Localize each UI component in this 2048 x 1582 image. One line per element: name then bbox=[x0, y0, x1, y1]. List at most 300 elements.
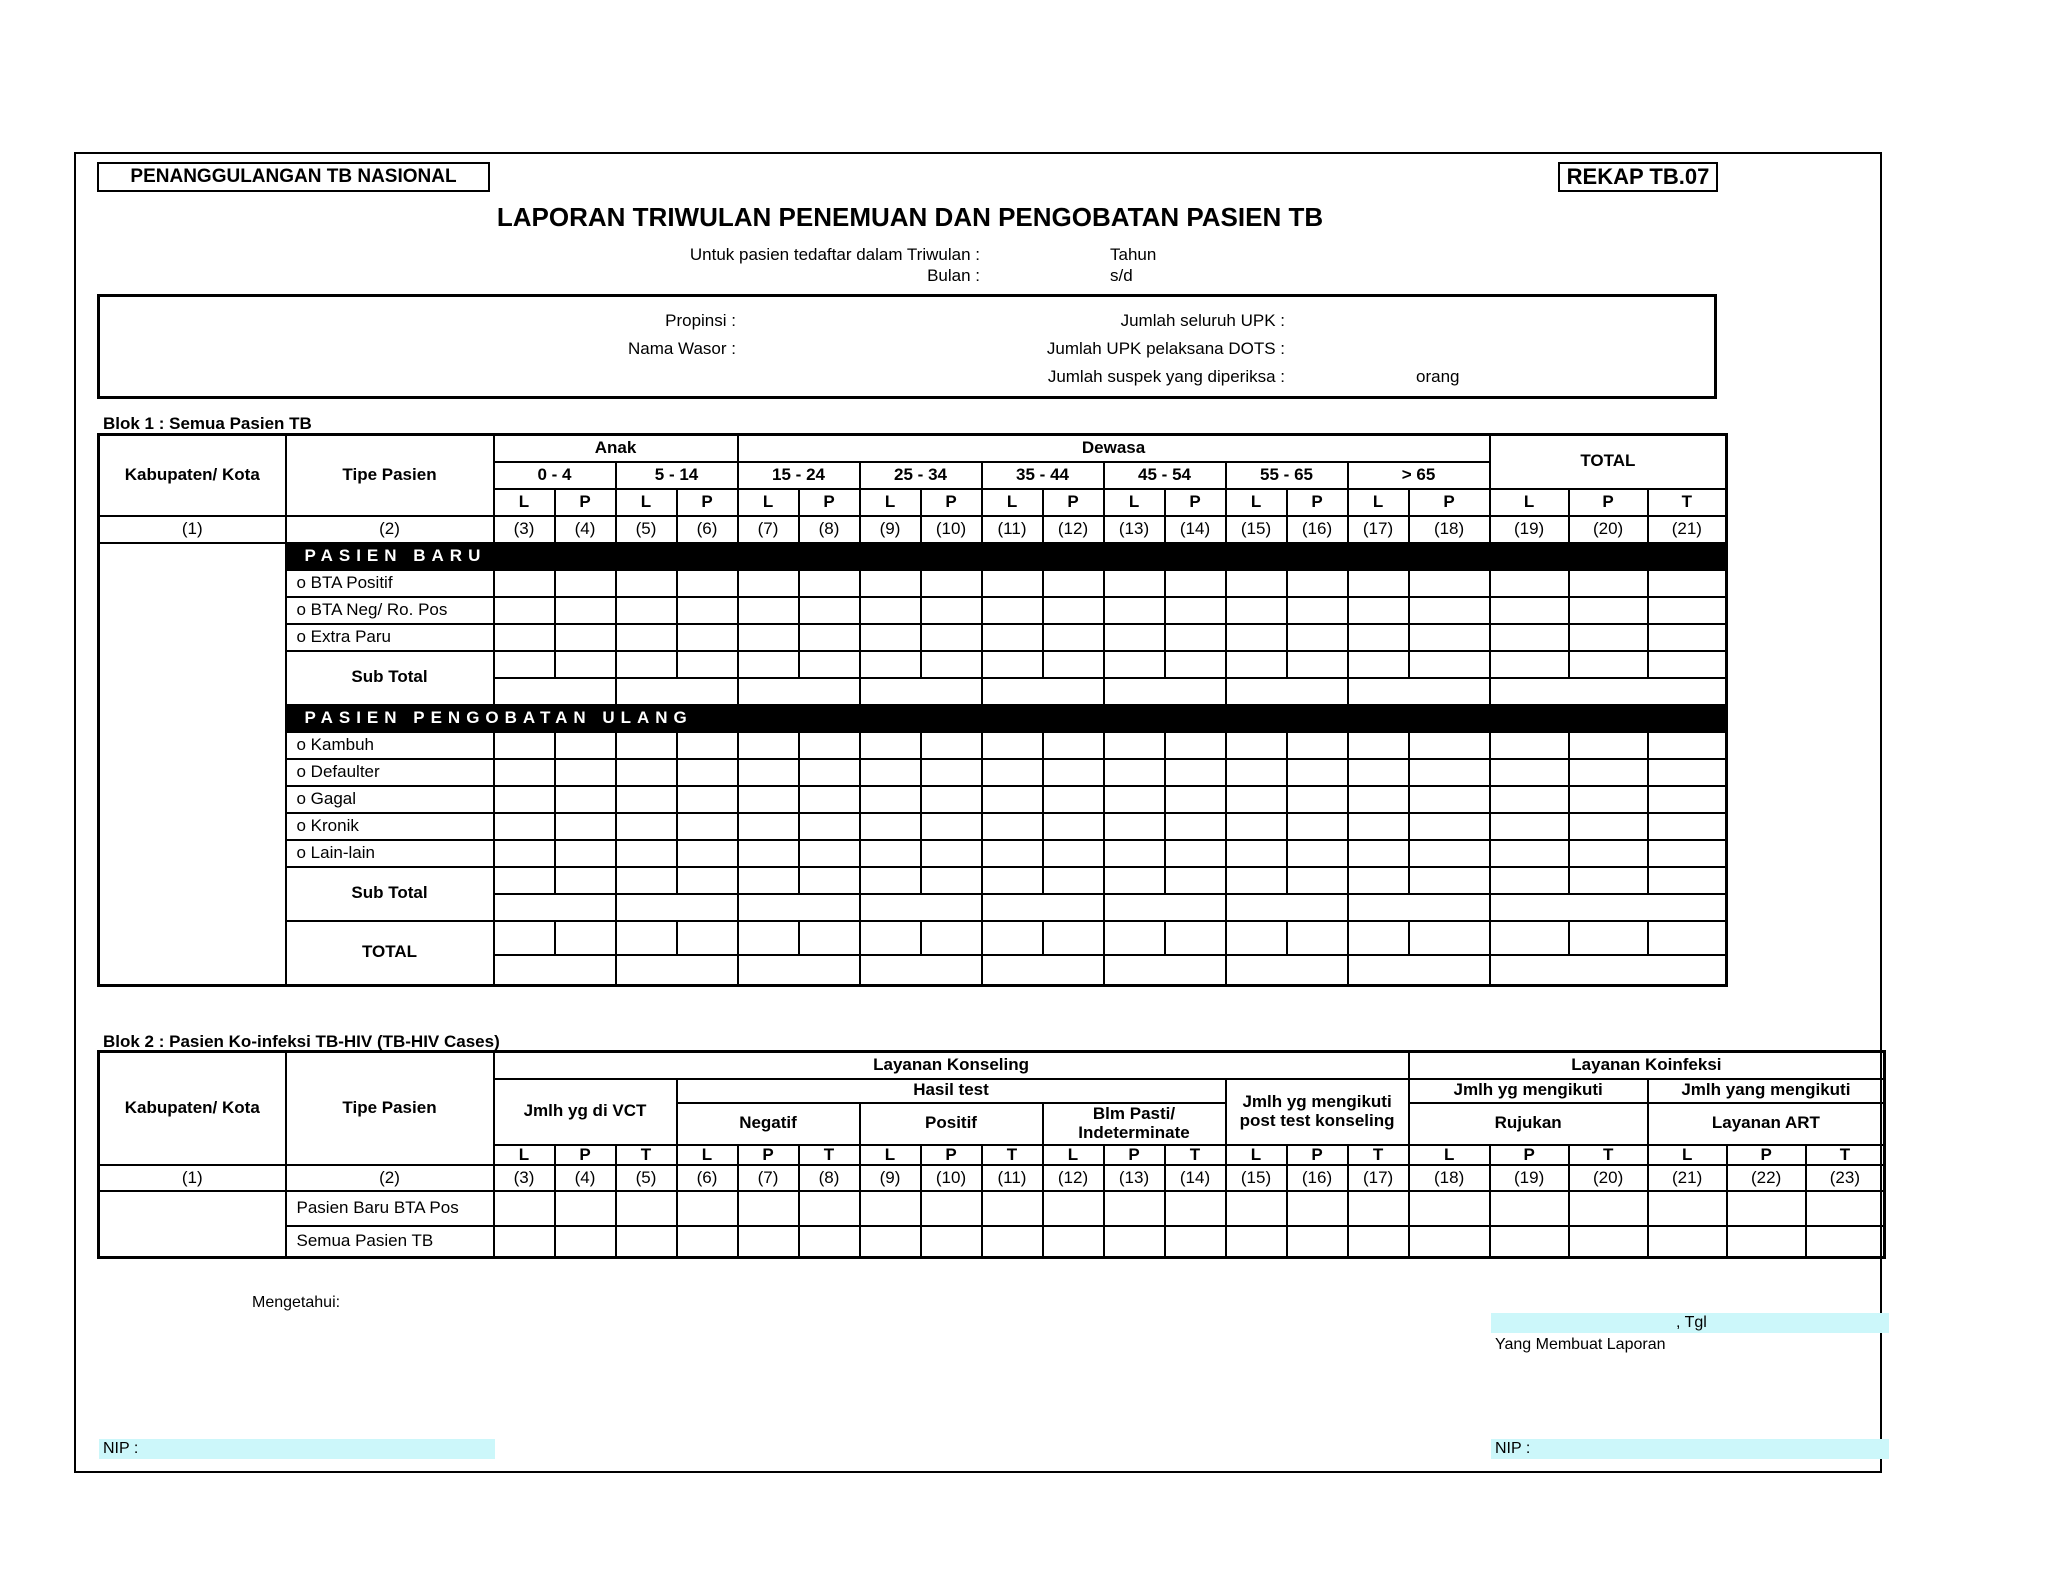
data-cell[interactable] bbox=[738, 597, 799, 624]
data-cell[interactable] bbox=[982, 867, 1043, 894]
patient-type-row-label: o Kambuh bbox=[286, 732, 494, 759]
data-cell[interactable] bbox=[1806, 1191, 1885, 1226]
data-cell[interactable] bbox=[1287, 1226, 1348, 1257]
data-cell[interactable] bbox=[921, 570, 982, 597]
subtotal-group-cell[interactable] bbox=[738, 894, 860, 921]
data-cell[interactable] bbox=[1648, 921, 1727, 955]
data-cell[interactable] bbox=[1104, 867, 1165, 894]
data-cell[interactable] bbox=[799, 624, 860, 651]
data-cell[interactable] bbox=[738, 732, 799, 759]
data-cell[interactable] bbox=[1104, 570, 1165, 597]
data-cell[interactable] bbox=[677, 1191, 738, 1226]
data-cell[interactable] bbox=[494, 1191, 555, 1226]
data-cell[interactable] bbox=[1165, 840, 1226, 867]
sex-l-header: L bbox=[982, 489, 1043, 516]
data-cell[interactable] bbox=[494, 867, 555, 894]
subtotal-group-cell[interactable] bbox=[860, 955, 982, 986]
data-cell[interactable] bbox=[1104, 624, 1165, 651]
data-cell[interactable] bbox=[1226, 570, 1287, 597]
data-cell[interactable] bbox=[1287, 867, 1348, 894]
data-cell[interactable] bbox=[738, 813, 799, 840]
data-cell[interactable] bbox=[616, 624, 677, 651]
data-cell[interactable] bbox=[1165, 867, 1226, 894]
subtotal-group-cell[interactable] bbox=[1104, 894, 1226, 921]
data-cell[interactable] bbox=[1226, 1191, 1287, 1226]
data-cell[interactable] bbox=[982, 1226, 1043, 1257]
data-cell[interactable] bbox=[799, 1191, 860, 1226]
data-cell[interactable] bbox=[1348, 867, 1409, 894]
data-cell[interactable] bbox=[1226, 1226, 1287, 1257]
data-cell[interactable] bbox=[1569, 1191, 1648, 1226]
subtotal-group-cell[interactable] bbox=[1348, 955, 1490, 986]
data-cell[interactable] bbox=[921, 759, 982, 786]
data-cell[interactable] bbox=[1043, 624, 1104, 651]
blm-pasti-header bbox=[1043, 1103, 1226, 1145]
data-cell[interactable] bbox=[799, 921, 860, 955]
data-cell[interactable] bbox=[1043, 813, 1104, 840]
data-cell[interactable] bbox=[1648, 840, 1727, 867]
subtotal-total-cell[interactable] bbox=[1490, 894, 1727, 921]
sex-t-header: T bbox=[616, 1145, 677, 1166]
data-cell[interactable] bbox=[738, 570, 799, 597]
data-cell[interactable] bbox=[1348, 732, 1409, 759]
column-number: (4) bbox=[555, 1165, 616, 1191]
data-cell[interactable] bbox=[1490, 597, 1569, 624]
data-cell[interactable] bbox=[1226, 786, 1287, 813]
subtotal-group-cell[interactable] bbox=[738, 955, 860, 986]
data-cell[interactable] bbox=[921, 786, 982, 813]
data-cell[interactable] bbox=[982, 651, 1043, 678]
data-cell[interactable] bbox=[1226, 624, 1287, 651]
data-cell[interactable] bbox=[1165, 597, 1226, 624]
data-cell[interactable] bbox=[494, 840, 555, 867]
data-cell[interactable] bbox=[799, 597, 860, 624]
data-cell[interactable] bbox=[921, 732, 982, 759]
data-cell[interactable] bbox=[616, 732, 677, 759]
data-cell[interactable] bbox=[1287, 624, 1348, 651]
data-cell[interactable] bbox=[1348, 1226, 1409, 1257]
layanan-konseling-header: Layanan Konseling bbox=[494, 1052, 1409, 1079]
data-cell[interactable] bbox=[1165, 813, 1226, 840]
data-cell[interactable] bbox=[1490, 840, 1569, 867]
data-cell[interactable] bbox=[494, 651, 555, 678]
data-cell[interactable] bbox=[982, 732, 1043, 759]
data-cell[interactable] bbox=[1287, 732, 1348, 759]
subtotal-group-cell[interactable] bbox=[860, 894, 982, 921]
data-cell[interactable] bbox=[1348, 786, 1409, 813]
data-cell[interactable] bbox=[1348, 759, 1409, 786]
data-cell[interactable] bbox=[616, 840, 677, 867]
data-cell[interactable] bbox=[677, 786, 738, 813]
data-cell[interactable] bbox=[677, 597, 738, 624]
data-cell[interactable] bbox=[555, 840, 616, 867]
subtotal-group-cell[interactable] bbox=[616, 955, 738, 986]
data-cell[interactable] bbox=[616, 1226, 677, 1257]
data-cell[interactable] bbox=[1648, 1191, 1727, 1226]
data-cell[interactable] bbox=[616, 921, 677, 955]
data-cell[interactable] bbox=[1409, 570, 1490, 597]
data-cell[interactable] bbox=[677, 813, 738, 840]
data-cell[interactable] bbox=[982, 570, 1043, 597]
data-cell[interactable] bbox=[921, 840, 982, 867]
data-cell[interactable] bbox=[616, 759, 677, 786]
program-label: PENANGGULANGAN TB NASIONAL bbox=[97, 162, 490, 192]
data-cell[interactable] bbox=[860, 597, 921, 624]
data-cell[interactable] bbox=[921, 651, 982, 678]
kabupaten-cell[interactable] bbox=[99, 543, 286, 986]
data-cell[interactable] bbox=[677, 570, 738, 597]
data-cell[interactable] bbox=[616, 1191, 677, 1226]
kabupaten-cell[interactable] bbox=[99, 1191, 286, 1257]
data-cell[interactable] bbox=[1409, 624, 1490, 651]
data-cell[interactable] bbox=[555, 597, 616, 624]
subtotal-group-cell[interactable] bbox=[738, 678, 860, 705]
data-cell[interactable] bbox=[1569, 813, 1648, 840]
data-cell[interactable] bbox=[616, 867, 677, 894]
data-cell[interactable] bbox=[860, 867, 921, 894]
data-cell[interactable] bbox=[616, 570, 677, 597]
data-cell[interactable] bbox=[1727, 1191, 1806, 1226]
data-cell[interactable] bbox=[1569, 759, 1648, 786]
data-cell[interactable] bbox=[1043, 570, 1104, 597]
data-cell[interactable] bbox=[799, 732, 860, 759]
data-cell[interactable] bbox=[799, 1226, 860, 1257]
data-cell[interactable] bbox=[1348, 624, 1409, 651]
data-cell[interactable] bbox=[982, 624, 1043, 651]
data-cell[interactable] bbox=[738, 840, 799, 867]
column-number: (6) bbox=[677, 1165, 738, 1191]
data-cell[interactable] bbox=[616, 651, 677, 678]
data-cell[interactable] bbox=[1104, 732, 1165, 759]
data-cell[interactable] bbox=[1287, 597, 1348, 624]
data-cell[interactable] bbox=[921, 1226, 982, 1257]
data-cell[interactable] bbox=[1165, 651, 1226, 678]
subtotal-group-cell[interactable] bbox=[1226, 894, 1348, 921]
data-cell[interactable] bbox=[1043, 786, 1104, 813]
data-cell[interactable] bbox=[1409, 732, 1490, 759]
data-cell[interactable] bbox=[982, 597, 1043, 624]
data-cell[interactable] bbox=[860, 651, 921, 678]
data-cell[interactable] bbox=[799, 651, 860, 678]
data-cell[interactable] bbox=[982, 759, 1043, 786]
data-cell[interactable] bbox=[1648, 1226, 1727, 1257]
data-cell[interactable] bbox=[1348, 1191, 1409, 1226]
data-cell[interactable] bbox=[1226, 759, 1287, 786]
data-cell[interactable] bbox=[1226, 921, 1287, 955]
data-cell[interactable] bbox=[1569, 1226, 1648, 1257]
data-cell[interactable] bbox=[1569, 921, 1648, 955]
data-cell[interactable] bbox=[1226, 597, 1287, 624]
subtotal-group-cell[interactable] bbox=[494, 678, 616, 705]
data-cell[interactable] bbox=[1104, 651, 1165, 678]
grand-total-label: TOTAL bbox=[286, 921, 494, 986]
data-cell[interactable] bbox=[860, 1191, 921, 1226]
data-cell[interactable] bbox=[1043, 759, 1104, 786]
data-cell[interactable] bbox=[1648, 759, 1727, 786]
data-cell[interactable] bbox=[1104, 1226, 1165, 1257]
data-cell[interactable] bbox=[1490, 570, 1569, 597]
data-cell[interactable] bbox=[677, 732, 738, 759]
data-cell[interactable] bbox=[1226, 813, 1287, 840]
data-cell[interactable] bbox=[1287, 1191, 1348, 1226]
subtitle-bulan: Bulan : bbox=[927, 266, 980, 285]
data-cell[interactable] bbox=[860, 840, 921, 867]
data-cell[interactable] bbox=[555, 867, 616, 894]
subtotal-group-cell[interactable] bbox=[494, 894, 616, 921]
data-cell[interactable] bbox=[1409, 840, 1490, 867]
data-cell[interactable] bbox=[1490, 1226, 1569, 1257]
data-cell[interactable] bbox=[1287, 840, 1348, 867]
data-cell[interactable] bbox=[799, 813, 860, 840]
data-cell[interactable] bbox=[1043, 732, 1104, 759]
data-cell[interactable] bbox=[494, 624, 555, 651]
data-cell[interactable] bbox=[1165, 570, 1226, 597]
data-cell[interactable] bbox=[1287, 786, 1348, 813]
column-number: (20) bbox=[1569, 1165, 1648, 1191]
data-cell[interactable] bbox=[1348, 813, 1409, 840]
data-cell[interactable] bbox=[616, 813, 677, 840]
data-cell[interactable] bbox=[1043, 597, 1104, 624]
data-cell[interactable] bbox=[1165, 759, 1226, 786]
nip-left-field[interactable]: NIP : bbox=[99, 1439, 495, 1459]
art-header-1: Jmlh yang mengikuti bbox=[1648, 1079, 1885, 1103]
subtotal-total-cell[interactable] bbox=[1490, 955, 1727, 986]
data-cell[interactable] bbox=[982, 1191, 1043, 1226]
data-cell[interactable] bbox=[1490, 624, 1569, 651]
subtotal-group-cell[interactable] bbox=[1348, 678, 1490, 705]
data-cell[interactable] bbox=[982, 813, 1043, 840]
subtotal-group-cell[interactable] bbox=[494, 955, 616, 986]
data-cell[interactable] bbox=[921, 597, 982, 624]
data-cell[interactable] bbox=[860, 813, 921, 840]
nip-right-field[interactable]: NIP : bbox=[1491, 1439, 1889, 1459]
data-cell[interactable] bbox=[1104, 840, 1165, 867]
data-cell[interactable] bbox=[799, 786, 860, 813]
data-cell[interactable] bbox=[738, 1226, 799, 1257]
data-cell[interactable] bbox=[1409, 867, 1490, 894]
data-cell[interactable] bbox=[1490, 732, 1569, 759]
page-title: LAPORAN TRIWULAN PENEMUAN DAN PENGOBATAN PASIEN TB bbox=[496, 202, 1324, 232]
data-cell[interactable] bbox=[1165, 1226, 1226, 1257]
data-cell[interactable] bbox=[1043, 1226, 1104, 1257]
data-cell[interactable] bbox=[555, 570, 616, 597]
data-cell[interactable] bbox=[860, 786, 921, 813]
data-cell[interactable] bbox=[677, 651, 738, 678]
data-cell[interactable] bbox=[738, 759, 799, 786]
data-cell[interactable] bbox=[738, 651, 799, 678]
data-cell[interactable] bbox=[555, 813, 616, 840]
data-cell[interactable] bbox=[1226, 732, 1287, 759]
data-cell[interactable] bbox=[555, 624, 616, 651]
data-cell[interactable] bbox=[1409, 921, 1490, 955]
data-cell[interactable] bbox=[860, 732, 921, 759]
data-cell[interactable] bbox=[1490, 759, 1569, 786]
data-cell[interactable] bbox=[677, 840, 738, 867]
data-cell[interactable] bbox=[1043, 921, 1104, 955]
data-cell[interactable] bbox=[1043, 840, 1104, 867]
column-number: (5) bbox=[616, 1165, 677, 1191]
data-cell[interactable] bbox=[982, 921, 1043, 955]
data-cell[interactable] bbox=[1648, 624, 1727, 651]
data-cell[interactable] bbox=[921, 921, 982, 955]
data-cell[interactable] bbox=[738, 921, 799, 955]
data-cell[interactable] bbox=[1409, 651, 1490, 678]
data-cell[interactable] bbox=[555, 1226, 616, 1257]
data-cell[interactable] bbox=[1287, 651, 1348, 678]
data-cell[interactable] bbox=[1490, 813, 1569, 840]
data-cell[interactable] bbox=[1348, 921, 1409, 955]
data-cell[interactable] bbox=[1409, 786, 1490, 813]
subtotal-group-cell[interactable] bbox=[616, 678, 738, 705]
data-cell[interactable] bbox=[677, 1226, 738, 1257]
data-cell[interactable] bbox=[921, 624, 982, 651]
data-cell[interactable] bbox=[1043, 651, 1104, 678]
data-cell[interactable] bbox=[1348, 597, 1409, 624]
data-cell[interactable] bbox=[494, 732, 555, 759]
subtotal-group-cell[interactable] bbox=[982, 894, 1104, 921]
data-cell[interactable] bbox=[1348, 840, 1409, 867]
data-cell[interactable] bbox=[738, 867, 799, 894]
subtotal-group-cell[interactable] bbox=[1226, 955, 1348, 986]
data-cell[interactable] bbox=[1648, 651, 1727, 678]
data-cell[interactable] bbox=[860, 1226, 921, 1257]
data-cell[interactable] bbox=[1648, 867, 1727, 894]
subtotal-group-cell[interactable] bbox=[982, 678, 1104, 705]
data-cell[interactable] bbox=[616, 597, 677, 624]
data-cell[interactable] bbox=[1043, 867, 1104, 894]
data-cell[interactable] bbox=[1104, 921, 1165, 955]
data-cell[interactable] bbox=[1569, 840, 1648, 867]
data-cell[interactable] bbox=[860, 624, 921, 651]
b2-col-tipe-header: Tipe Pasien bbox=[286, 1052, 494, 1166]
data-cell[interactable] bbox=[1727, 1226, 1806, 1257]
subtotal-group-cell[interactable] bbox=[1104, 955, 1226, 986]
data-cell[interactable] bbox=[860, 921, 921, 955]
data-cell[interactable] bbox=[1490, 1191, 1569, 1226]
data-cell[interactable] bbox=[1648, 570, 1727, 597]
subtotal-group-cell[interactable] bbox=[616, 894, 738, 921]
data-cell[interactable] bbox=[921, 1191, 982, 1226]
data-cell[interactable] bbox=[1490, 651, 1569, 678]
data-cell[interactable] bbox=[1569, 624, 1648, 651]
data-cell[interactable] bbox=[677, 759, 738, 786]
data-cell[interactable] bbox=[555, 759, 616, 786]
data-cell[interactable] bbox=[555, 786, 616, 813]
data-cell[interactable] bbox=[1569, 570, 1648, 597]
data-cell[interactable] bbox=[799, 570, 860, 597]
data-cell[interactable] bbox=[494, 759, 555, 786]
data-cell[interactable] bbox=[1409, 813, 1490, 840]
data-cell[interactable] bbox=[1348, 570, 1409, 597]
data-cell[interactable] bbox=[1348, 651, 1409, 678]
data-cell[interactable] bbox=[1648, 786, 1727, 813]
data-cell[interactable] bbox=[1165, 786, 1226, 813]
data-cell[interactable] bbox=[1569, 732, 1648, 759]
data-cell[interactable] bbox=[1165, 624, 1226, 651]
data-cell[interactable] bbox=[494, 813, 555, 840]
data-cell[interactable] bbox=[1569, 597, 1648, 624]
data-cell[interactable] bbox=[1165, 921, 1226, 955]
data-cell[interactable] bbox=[738, 1191, 799, 1226]
data-cell[interactable] bbox=[494, 1226, 555, 1257]
data-cell[interactable] bbox=[555, 1191, 616, 1226]
data-cell[interactable] bbox=[1287, 921, 1348, 955]
data-cell[interactable] bbox=[1287, 570, 1348, 597]
subtotal-group-cell[interactable] bbox=[1104, 678, 1226, 705]
data-cell[interactable] bbox=[555, 732, 616, 759]
data-cell[interactable] bbox=[1226, 840, 1287, 867]
data-cell[interactable] bbox=[1490, 867, 1569, 894]
data-cell[interactable] bbox=[860, 570, 921, 597]
data-cell[interactable] bbox=[1287, 813, 1348, 840]
data-cell[interactable] bbox=[799, 759, 860, 786]
data-cell[interactable] bbox=[494, 570, 555, 597]
data-cell[interactable] bbox=[799, 867, 860, 894]
data-cell[interactable] bbox=[1104, 1191, 1165, 1226]
data-cell[interactable] bbox=[1104, 597, 1165, 624]
data-cell[interactable] bbox=[1409, 1226, 1490, 1257]
data-cell[interactable] bbox=[555, 921, 616, 955]
data-cell[interactable] bbox=[921, 813, 982, 840]
data-cell[interactable] bbox=[1569, 651, 1648, 678]
col-kabupaten-header: Kabupaten/ Kota bbox=[99, 435, 286, 516]
data-cell[interactable] bbox=[1409, 597, 1490, 624]
tgl-field[interactable] bbox=[1491, 1313, 1889, 1333]
data-cell[interactable] bbox=[1226, 867, 1287, 894]
data-cell[interactable] bbox=[1104, 813, 1165, 840]
data-cell[interactable] bbox=[799, 840, 860, 867]
data-cell[interactable] bbox=[1806, 1226, 1885, 1257]
data-cell[interactable] bbox=[1569, 867, 1648, 894]
data-cell[interactable] bbox=[1226, 651, 1287, 678]
data-cell[interactable] bbox=[982, 786, 1043, 813]
data-cell[interactable] bbox=[1569, 786, 1648, 813]
data-cell[interactable] bbox=[738, 786, 799, 813]
data-cell[interactable] bbox=[1409, 759, 1490, 786]
subtotal-group-cell[interactable] bbox=[860, 678, 982, 705]
data-cell[interactable] bbox=[494, 921, 555, 955]
data-cell[interactable] bbox=[982, 840, 1043, 867]
data-cell[interactable] bbox=[677, 867, 738, 894]
sex-l-header: L bbox=[677, 1145, 738, 1166]
data-cell[interactable] bbox=[677, 921, 738, 955]
data-cell[interactable] bbox=[1287, 759, 1348, 786]
data-cell[interactable] bbox=[1490, 786, 1569, 813]
subtotal-group-cell[interactable] bbox=[982, 955, 1104, 986]
data-cell[interactable] bbox=[1165, 732, 1226, 759]
subtotal-group-cell[interactable] bbox=[1226, 678, 1348, 705]
data-cell[interactable] bbox=[1648, 597, 1727, 624]
data-cell[interactable] bbox=[494, 786, 555, 813]
data-cell[interactable] bbox=[494, 597, 555, 624]
data-cell[interactable] bbox=[860, 759, 921, 786]
data-cell[interactable] bbox=[616, 786, 677, 813]
data-cell[interactable] bbox=[1648, 732, 1727, 759]
data-cell[interactable] bbox=[921, 867, 982, 894]
subtotal-group-cell[interactable] bbox=[1348, 894, 1490, 921]
data-cell[interactable] bbox=[555, 651, 616, 678]
subtotal-total-cell[interactable] bbox=[1490, 678, 1727, 705]
data-cell[interactable] bbox=[1104, 759, 1165, 786]
data-cell[interactable] bbox=[1043, 1191, 1104, 1226]
data-cell[interactable] bbox=[677, 624, 738, 651]
data-cell[interactable] bbox=[738, 624, 799, 651]
data-cell[interactable] bbox=[1104, 786, 1165, 813]
data-cell[interactable] bbox=[1490, 921, 1569, 955]
data-cell[interactable] bbox=[1409, 1191, 1490, 1226]
data-cell[interactable] bbox=[1648, 813, 1727, 840]
data-cell[interactable] bbox=[1165, 1191, 1226, 1226]
